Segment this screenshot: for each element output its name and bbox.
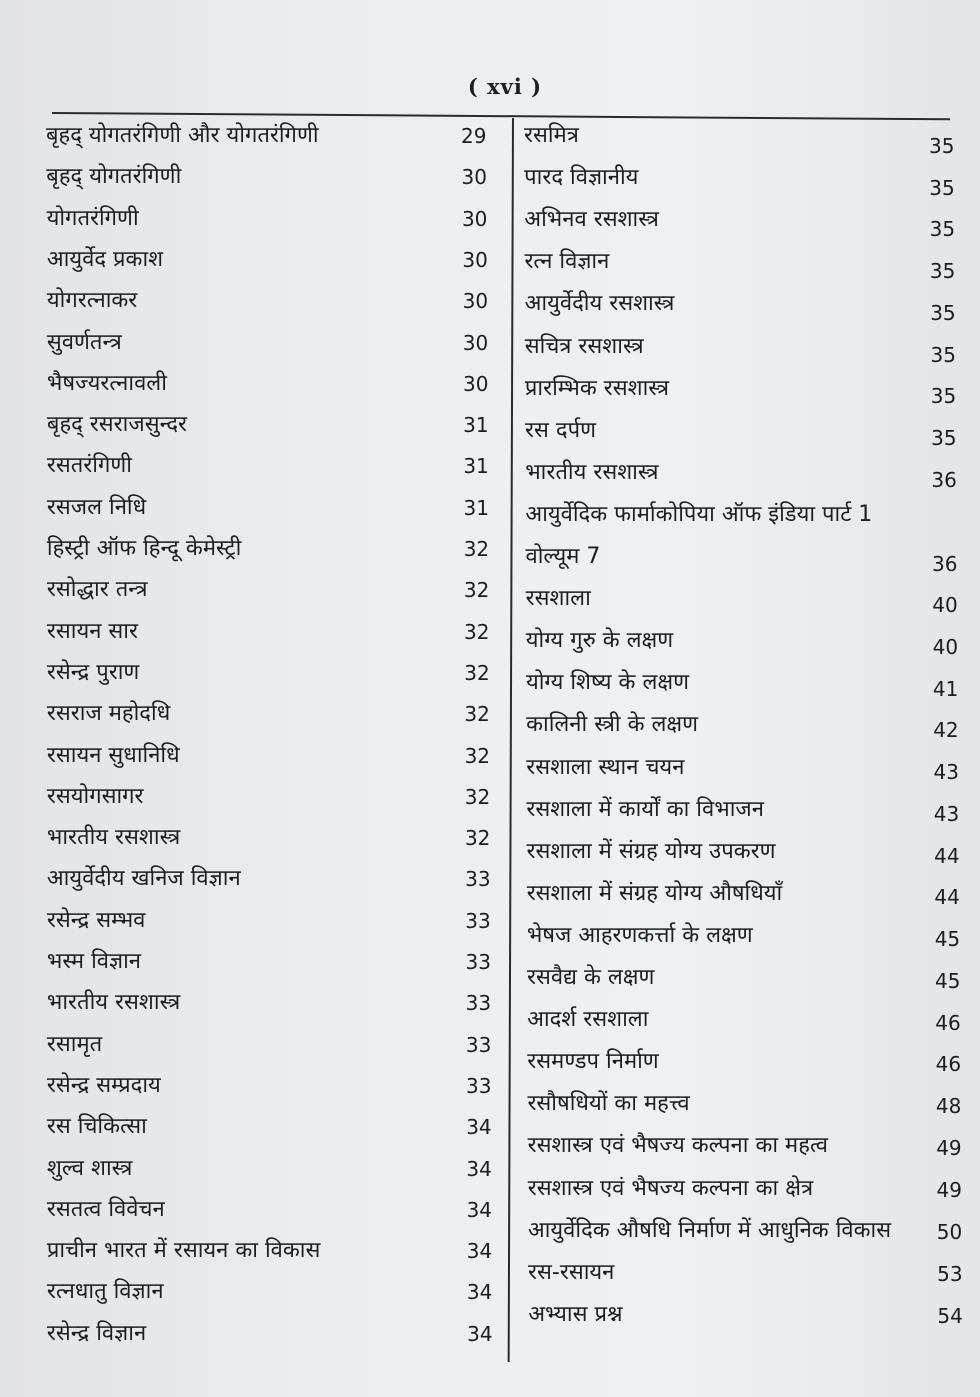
toc-entry [47, 864, 497, 894]
toc-entry-page: 44 [934, 843, 960, 868]
toc-entry-title: सचित्र रसशास्त्र [524, 333, 644, 359]
toc-entry [47, 1154, 497, 1184]
toc-entry [527, 1005, 967, 1035]
toc-entry-page: 35 [929, 259, 956, 284]
toc-entry-title: भारतीय रसशास्त्र [46, 990, 181, 1016]
toc-entry-page: 35 [930, 342, 956, 367]
toc-entry [47, 1236, 497, 1266]
toc-entry-page: 33 [465, 1032, 492, 1057]
toc-entry-title: आदर्श रसशाला [527, 1007, 649, 1033]
toc-entry [525, 416, 965, 451]
toc-entry-title: रसेन्द्र पुराण [46, 659, 140, 685]
toc-entry [47, 988, 497, 1018]
toc-entry-title: रत्न विज्ञान [524, 249, 610, 275]
toc-entry-title: भेषज आहरणकर्त्ता के लक्षण [526, 922, 753, 948]
toc-entry-page: 53 [937, 1262, 963, 1287]
toc-entry-title: भारतीय रसशास्त्र [46, 825, 181, 851]
toc-entry [528, 1174, 968, 1204]
toc-entry [524, 163, 964, 200]
toc-entry-page: 43 [933, 760, 959, 785]
toc-entry-title: आयुर्वेदीय रसशास्त्र [524, 291, 675, 317]
toc-entry [47, 1319, 497, 1349]
toc-entry [525, 584, 966, 618]
toc-entry [527, 963, 967, 993]
toc-entry-page: 35 [930, 384, 957, 409]
toc-entry [47, 369, 497, 399]
toc-entry [525, 542, 966, 576]
toc-entry [47, 534, 497, 564]
toc-entry [524, 247, 964, 284]
toc-entry-page: 30 [462, 247, 488, 272]
toc-entry-title: रसेन्द्र विज्ञान [46, 1320, 147, 1346]
toc-entry-page: 30 [461, 206, 488, 231]
toc-entry-title: अभ्यास प्रश्न [528, 1301, 623, 1327]
toc-entry [525, 626, 966, 659]
toc-entry [47, 1071, 497, 1101]
toc-entry-title: रस दर्पण [525, 417, 596, 443]
toc-entry [524, 121, 964, 158]
toc-entry-title: रस-रसायन [528, 1259, 615, 1285]
toc-entry-title: रसशास्त्र एवं भैषज्य कल्पना का महत्व [527, 1133, 828, 1159]
column-divider [508, 118, 514, 1362]
toc-entry [527, 921, 967, 951]
toc-entry-title: भारतीय रसशास्त्र [525, 459, 659, 485]
toc-entry-title: प्राचीन भारत में रसायन का विकास [46, 1238, 321, 1264]
toc-entry-title: शुल्व शास्त्र [46, 1155, 133, 1181]
toc-entry-page: 34 [466, 1156, 492, 1181]
toc-entry-page: 32 [464, 743, 491, 768]
toc-entry [524, 332, 965, 367]
toc-entry-page: 32 [464, 826, 491, 851]
toc-entry [47, 575, 497, 605]
toc-entry-page: 35 [929, 134, 955, 158]
toc-entry [527, 1089, 967, 1119]
toc-entry-page: 30 [462, 371, 489, 396]
toc-entry-title: हिस्ट्री ऑफ हिन्दू केमेस्ट्री [46, 536, 242, 561]
toc-entry-page: 34 [466, 1280, 493, 1305]
toc-entry-title: भैषज्यरत्नावली [46, 370, 167, 396]
toc-entry [46, 121, 496, 151]
toc-entry-page: 34 [466, 1239, 493, 1264]
toc-entry-title: कालिनी स्त्री के लक्षण [526, 712, 699, 738]
toc-entry [47, 699, 497, 729]
toc-entry-title: रसामृत [46, 1031, 103, 1057]
toc-entry [47, 782, 497, 812]
toc-entry-title: बृहद् योगतरंगिणी [46, 164, 182, 190]
toc-entry-title: आयुर्वेदिक औषधि निर्माण में आधुनिक विकास [527, 1217, 892, 1243]
toc-entry [525, 458, 965, 492]
toc-entry-title: रसशाला [525, 586, 591, 612]
toc-entry-title: रसवैद्य के लक्षण [527, 965, 655, 990]
toc-entry [524, 374, 965, 409]
toc-entry-title: रसराज महोदधि [46, 701, 171, 727]
toc-entry [47, 286, 497, 316]
toc-entry-title: रसेन्द्र सम्प्रदाय [46, 1072, 161, 1098]
toc-entry [47, 906, 497, 936]
toc-entry-page: 30 [462, 330, 489, 355]
toc-entry-title: रस चिकित्सा [46, 1114, 147, 1140]
toc-entry-page: 32 [464, 702, 490, 727]
toc-entry-page: 45 [935, 969, 961, 993]
toc-entry-page: 33 [465, 950, 491, 974]
toc-entry-title: रसशाला में संग्रह योग्य औषधियाँ [526, 880, 783, 906]
toc-entry-page: 54 [937, 1304, 963, 1329]
toc-entry-page: 35 [931, 426, 957, 451]
toc-entry [47, 947, 497, 977]
toc-entry-title: वोल्यूम 7 [525, 544, 601, 569]
toc-entry [47, 658, 497, 688]
toc-entry-page: 30 [462, 289, 489, 314]
toc-entry [46, 162, 496, 192]
toc-entry [528, 1300, 968, 1330]
toc-entry-title: रसौषधियों का महत्त्व [527, 1091, 690, 1117]
toc-entry [47, 451, 497, 481]
toc-entry [528, 1131, 968, 1161]
toc-entry-title: रसशाला में संग्रह योग्य उपकरण [526, 838, 776, 864]
toc-entry-title: प्रारम्भिक रसशास्त्र [524, 375, 669, 401]
toc-entry [526, 795, 966, 825]
toc-entry-title: आयुर्वेद प्रकाश [46, 246, 164, 272]
toc-entry-page: 45 [934, 927, 961, 952]
toc-entry [525, 500, 965, 530]
toc-entry-page: 29 [461, 124, 487, 148]
toc-entry-page: 44 [934, 885, 960, 910]
toc-entry-title: आयुर्वेदिक फार्माकोपिया ऑफ इंडिया पार्ट 1 [525, 501, 873, 527]
toc-entry-page: 42 [933, 718, 959, 743]
toc-entry-page: 34 [467, 1321, 493, 1346]
toc-entry-title: भस्म विज्ञान [46, 949, 142, 974]
toc-entry-page: 46 [935, 1052, 962, 1077]
toc-entry-page: 31 [463, 454, 489, 479]
toc-entry-title: अभिनव रसशास्त्र [524, 207, 659, 233]
toc-entry-page: 36 [931, 467, 957, 492]
toc-entry-page: 46 [935, 1010, 961, 1035]
toc-entry-page: 48 [935, 1094, 962, 1119]
toc-entry-title: रसतरंगिणी [46, 453, 132, 479]
toc-entry-page: 32 [463, 578, 490, 603]
toc-entry-page: 33 [465, 908, 491, 933]
toc-entry-title: योगरत्नाकर [46, 288, 138, 314]
toc-entry-title: रसायन सार [46, 618, 138, 644]
toc-entry [47, 1195, 497, 1225]
toc-entry-page: 43 [933, 801, 960, 826]
toc-entry [47, 1030, 497, 1060]
toc-entry-page: 32 [464, 660, 490, 685]
toc-entry-page: 35 [930, 300, 956, 325]
toc-entry-page: 35 [929, 175, 955, 200]
toc-entry-title: रत्नधातु विज्ञान [46, 1279, 164, 1305]
toc-entry-title: बृहद् रसराजसुन्दर [46, 412, 188, 438]
toc-entry-title: रसायन सुधानिधि [46, 742, 180, 768]
toc-entry [47, 1277, 497, 1307]
toc-entry-page: 49 [936, 1135, 962, 1160]
toc-entry-title: योग्य गुरु के लक्षण [525, 628, 674, 654]
toc-entry-page: 33 [465, 991, 492, 1016]
toc-entry [524, 205, 964, 242]
toc-entry-page: 33 [466, 1073, 492, 1098]
toc-entry-page: 32 [464, 784, 491, 809]
toc-entry-title: रसतत्व विवेचन [46, 1196, 165, 1222]
toc-entry-title: योगतरंगिणी [46, 205, 139, 231]
toc-entry [525, 668, 966, 701]
toc-entry-page: 32 [464, 619, 490, 644]
toc-entry [526, 710, 966, 743]
toc-entry [47, 741, 497, 771]
toc-entry [526, 753, 966, 783]
toc-entry [47, 204, 497, 234]
toc-entry-page: 30 [461, 165, 487, 190]
toc-entry-page: 40 [932, 634, 959, 659]
toc-entry-page: 33 [465, 867, 491, 892]
toc-entry [527, 837, 967, 867]
toc-entry-page: 34 [466, 1115, 492, 1140]
toc-entry-title: रसोद्धार तन्त्र [46, 577, 148, 603]
toc-entry-page: 36 [932, 551, 958, 576]
toc-entry-title: योग्य शिष्य के लक्षण [525, 670, 690, 696]
toc-entry-page: 31 [463, 413, 489, 438]
toc-entry-title: रसेन्द्र सम्भव [46, 907, 146, 933]
toc-entry-title: सुवर्णतन्त्र [46, 329, 122, 355]
toc-entry-title: रसमण्डप निर्माण [527, 1049, 659, 1075]
toc-entry [47, 245, 497, 275]
toc-entry-page: 49 [936, 1178, 962, 1203]
toc-entry-title: रसशास्त्र एवं भैषज्य कल्पना का क्षेत्र [527, 1175, 814, 1201]
toc-entry-page: 50 [936, 1220, 963, 1245]
toc-entry-page: 40 [932, 593, 958, 618]
toc-entry-page: 31 [463, 495, 489, 520]
toc-entry-title: बृहद् योगतरंगिणी और योगतरंगिणी [46, 123, 319, 148]
toc-entry-page: 32 [463, 537, 490, 561]
toc-entry-page: 41 [932, 676, 959, 701]
toc-entry-page: 35 [929, 217, 956, 242]
toc-entry [47, 410, 497, 440]
toc-entry [524, 289, 965, 325]
toc-entry-title: रसशाला स्थान चयन [526, 754, 685, 780]
toc-entry [528, 1216, 968, 1246]
toc-entry [47, 328, 497, 358]
toc-entry [528, 1258, 968, 1288]
toc-entry [527, 1047, 967, 1077]
toc-entry-title: रसयोगसागर [46, 783, 144, 809]
toc-entry-title: आयुर्वेदीय खनिज विज्ञान [46, 866, 241, 892]
toc-entry-title: रसमित्र [524, 123, 579, 148]
header-rule [52, 112, 950, 120]
toc-entry [47, 493, 497, 523]
toc-entry-page: 34 [466, 1197, 493, 1222]
toc-entry-title: रसशाला में कार्यों का विभाजन [526, 796, 764, 822]
toc-entry [527, 879, 967, 909]
toc-entry [47, 617, 497, 647]
toc-entry [47, 823, 497, 853]
page-number: ( xvi ) [467, 74, 543, 99]
toc-entry-title: रसजल निधि [46, 494, 147, 520]
toc-entry-title: पारद विज्ञानीय [524, 165, 639, 191]
toc-entry [47, 1112, 497, 1142]
